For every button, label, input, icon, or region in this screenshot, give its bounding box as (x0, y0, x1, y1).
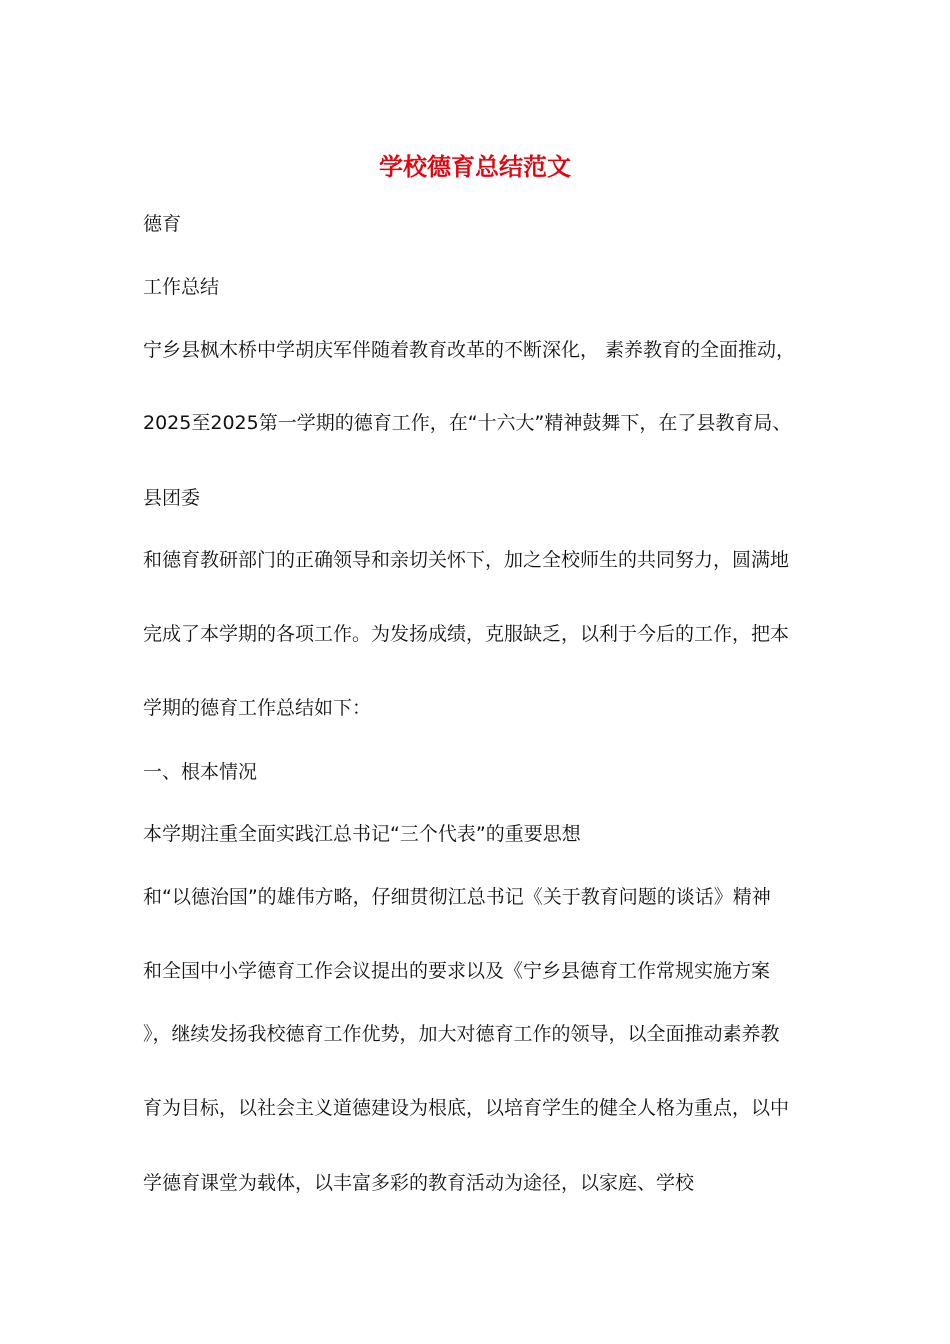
document-title: 学校德育总结范文 (379, 152, 571, 181)
text-line: 和全国中小学德育工作会议提出的要求以及《宁乡县德育工作常规实施方案 (143, 960, 771, 982)
text-line: 和德育教研部门的正确领导和亲切关怀下，加之全校师生的共同努力，圆满地 (143, 549, 790, 571)
text-line: 本学期注重全面实践江总书记“三个代表”的重要思想 (143, 823, 581, 845)
section-heading: 一、根本情况 (143, 761, 258, 783)
text-line: 县团委 (143, 487, 201, 509)
text-line: 宁乡县枫木桥中学胡庆军伴随着教育改革的不断深化， 素养教育的全面推动， (143, 339, 796, 361)
text-line: 完成了本学期的各项工作。为发扬成绩，克服缺乏，以利于今后的工作，把本 (143, 623, 790, 645)
text-line: 学德育课堂为载体，以丰富多彩的教育活动为途径，以家庭、学校 (143, 1172, 695, 1194)
text-line: 德育 (143, 213, 182, 235)
text-line: 2025至2025第一学期的德育工作，在“十六大”精神鼓舞下，在了县教育局、 (143, 412, 792, 434)
text-line: 》，继续发扬我校德育工作优势，加大对德育工作的领导，以全面推动素养教 (143, 1023, 780, 1045)
text-line: 和“以德治国”的雄伟方略，仔细贯彻江总书记《关于教育问题的谈话》精神 (143, 886, 771, 908)
text-line: 育为目标，以社会主义道德建设为根底，以培育学生的健全人格为重点，以中 (143, 1097, 790, 1119)
text-line: 工作总结 (143, 276, 220, 298)
text-line: 学期的德育工作总结如下： (143, 697, 372, 719)
